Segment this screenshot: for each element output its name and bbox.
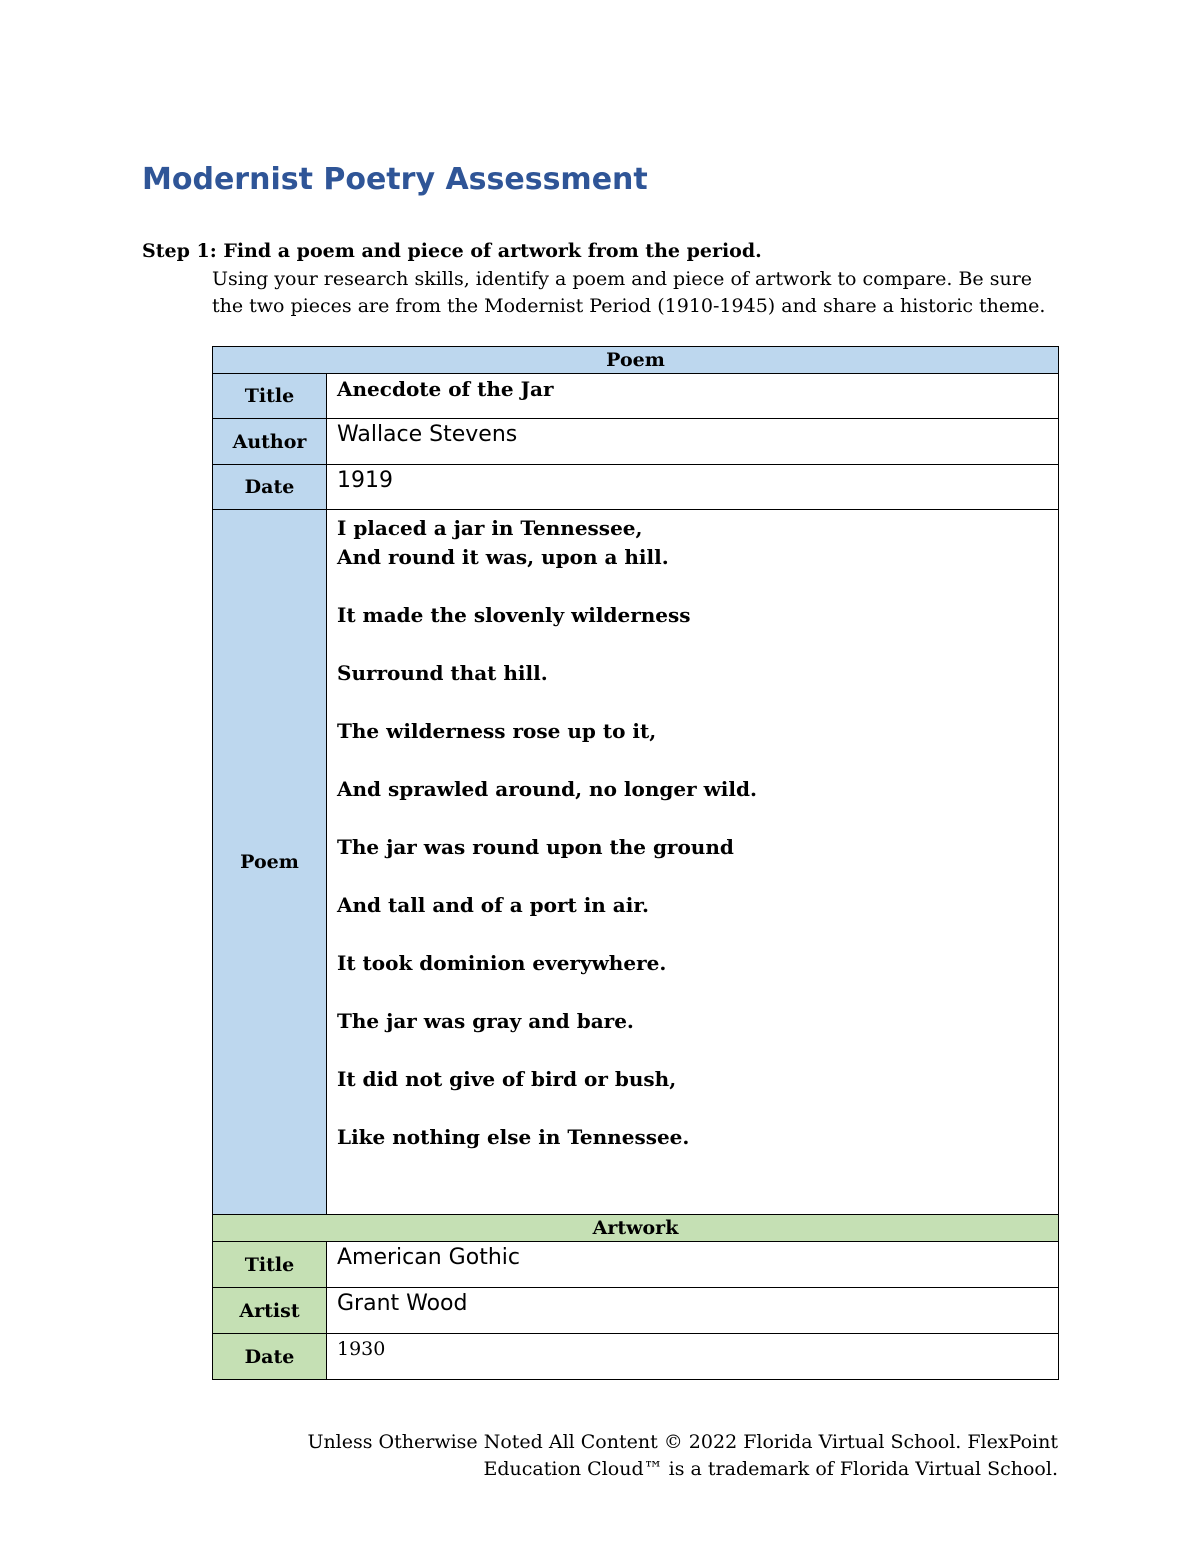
poem-line: I placed a jar in Tennessee, (337, 516, 643, 540)
poem-title-row (213, 374, 1059, 419)
poem-text-label: Poem (213, 510, 327, 1215)
poem-line: And round it was, upon a hill. (337, 545, 669, 569)
poem-line: It took dominion everywhere. (337, 951, 667, 975)
poem-text-row (213, 510, 1059, 1215)
poem-line: It did not give of bird or bush, (337, 1067, 677, 1091)
poem-line: The wilderness rose up to it, (337, 719, 657, 743)
artwork-date-field[interactable]: 1930 (327, 1334, 1059, 1380)
page-title: Modernist Poetry Assessment (142, 162, 648, 197)
step-heading: Step 1: Find a poem and piece of artwork from the period. (142, 240, 762, 262)
poem-line: The jar was gray and bare. (337, 1009, 634, 1033)
poem-line: Like nothing else in Tennessee. (337, 1125, 690, 1149)
artwork-artist-field[interactable]: Grant Wood (327, 1288, 1059, 1334)
step-description: Using your research skills, identify a poem and piece of artwork to compare. Be sure the two pieces are from the Modernist Period (1910-1945) and share a historic theme. (212, 268, 1046, 317)
artwork-section-header: Artwork (213, 1215, 1059, 1242)
poem-date-label: Date (213, 465, 327, 510)
artwork-date-label: Date (213, 1334, 327, 1380)
artwork-date-row (213, 1334, 1059, 1380)
footer-copyright: Unless Otherwise Noted All Content © 2022 Florida Virtual School. FlexPoint Education Cloud™ is a trademark of Florida Virtual School. (307, 1431, 1058, 1480)
poem-line: It made the slovenly wilderness (337, 603, 691, 627)
artwork-artist-row (213, 1288, 1059, 1334)
artwork-title-field[interactable]: American Gothic (327, 1242, 1059, 1288)
poem-text-field[interactable] (327, 510, 1059, 1215)
poem-title-field[interactable]: Anecdote of the Jar (327, 374, 1059, 419)
poem-author-row (213, 419, 1059, 465)
poem-line: The jar was round upon the ground (337, 835, 734, 859)
artwork-title-row (213, 1242, 1059, 1288)
poem-line: Surround that hill. (337, 661, 548, 685)
poem-date-field[interactable]: 1919 (327, 465, 1059, 510)
poem-title-label: Title (213, 374, 327, 419)
artwork-artist-label: Artist (213, 1288, 327, 1334)
poem-line: And sprawled around, no longer wild. (337, 777, 757, 801)
assessment-table (212, 346, 1059, 1380)
poem-author-label: Author (213, 419, 327, 465)
poem-author-field[interactable]: Wallace Stevens (327, 419, 1059, 465)
poem-section-header: Poem (213, 347, 1059, 374)
artwork-section-header-row (213, 1215, 1059, 1242)
poem-line: And tall and of a port in air. (337, 893, 650, 917)
artwork-title-label: Title (213, 1242, 327, 1288)
poem-date-row (213, 465, 1059, 510)
poem-section-header-row (213, 347, 1059, 374)
